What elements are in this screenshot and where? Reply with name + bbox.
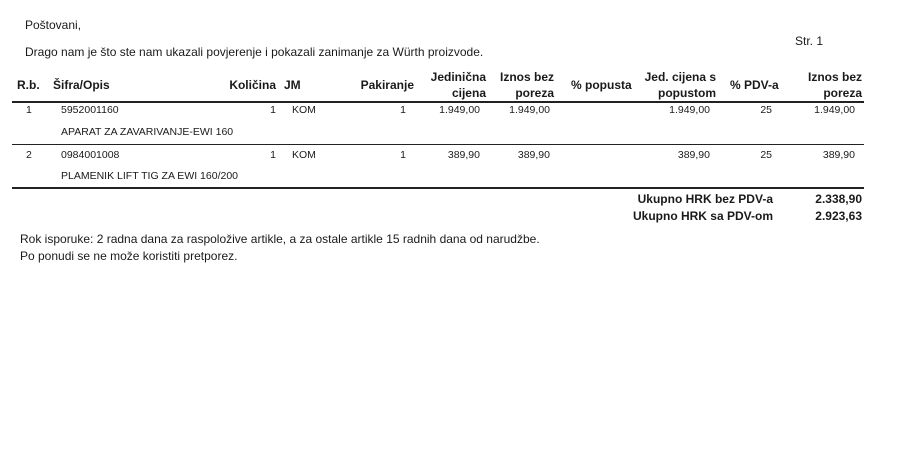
total-gross-value: 2.923,63: [815, 209, 862, 223]
header-iznos-2: poreza: [515, 86, 554, 100]
row-vat: 25: [760, 104, 772, 116]
row-unit: KOM: [292, 104, 316, 116]
header-rb: R.b.: [17, 78, 40, 92]
total-gross-label: Ukupno HRK sa PDV-om: [632, 209, 773, 223]
row-amount: 389,90: [517, 149, 550, 161]
header-divider: [12, 101, 864, 103]
intro-text: Drago nam je što ste nam ukazali povjerenje i pokazali zanimanje za Würth proizvode.: [25, 45, 484, 59]
tax-note: Po ponudi se ne može koristiti pretporez.: [20, 249, 238, 263]
header-iznos-1: Iznos bez: [499, 70, 554, 84]
header-jm: JM: [284, 78, 301, 92]
row-divider: [12, 144, 864, 145]
total-net-label: Ukupno HRK bez PDV-a: [637, 192, 773, 206]
row-rb: 1: [26, 104, 32, 116]
header-jed-pop-1: Jed. cijena s: [644, 70, 716, 84]
row-unit-price: 1.949,00: [439, 104, 480, 116]
header-kolicina: Količina: [229, 78, 276, 92]
row-pack: 1: [400, 104, 406, 116]
row-pack: 1: [400, 149, 406, 161]
header-popust: % popusta: [571, 78, 632, 92]
row-qty: 1: [270, 104, 276, 116]
row-disc-price: 389,90: [677, 149, 710, 161]
greeting: Poštovani,: [25, 18, 82, 32]
row-total: 1.949,00: [814, 104, 855, 116]
row-code: 0984001008: [61, 149, 120, 161]
header-iznos2-2: poreza: [823, 86, 862, 100]
row-total: 389,90: [822, 149, 855, 161]
row-qty: 1: [270, 149, 276, 161]
row-description: APARAT ZA ZAVARIVANJE-EWI 160: [61, 126, 234, 138]
total-net-value: 2.338,90: [815, 192, 862, 206]
row-description: PLAMENIK LIFT TIG ZA EWI 160/200: [61, 170, 239, 182]
row-rb: 2: [26, 149, 32, 161]
row-unit-price: 389,90: [447, 149, 480, 161]
row-code: 5952001160: [61, 104, 119, 116]
header-sifra: Šifra/Opis: [53, 78, 110, 92]
page-number: Str. 1: [795, 34, 824, 48]
row-unit: KOM: [292, 149, 316, 161]
row-amount: 1.949,00: [509, 104, 550, 116]
header-iznos2-1: Iznos bez: [807, 70, 862, 84]
header-pakiranje: Pakiranje: [360, 78, 414, 92]
row-disc-price: 1.949,00: [669, 104, 710, 116]
delivery-note: Rok isporuke: 2 radna dana za raspoložive artikle, a za ostale artikle 15 radnih dana od narudžbe.: [20, 232, 540, 246]
header-jed-cijena-2: cijena: [451, 86, 486, 100]
header-jed-pop-2: popustom: [658, 86, 716, 100]
header-pdv: % PDV-a: [730, 78, 779, 92]
header-jed-cijena-1: Jedinična: [430, 70, 486, 84]
table-bottom-divider: [12, 187, 864, 189]
row-vat: 25: [760, 149, 772, 161]
